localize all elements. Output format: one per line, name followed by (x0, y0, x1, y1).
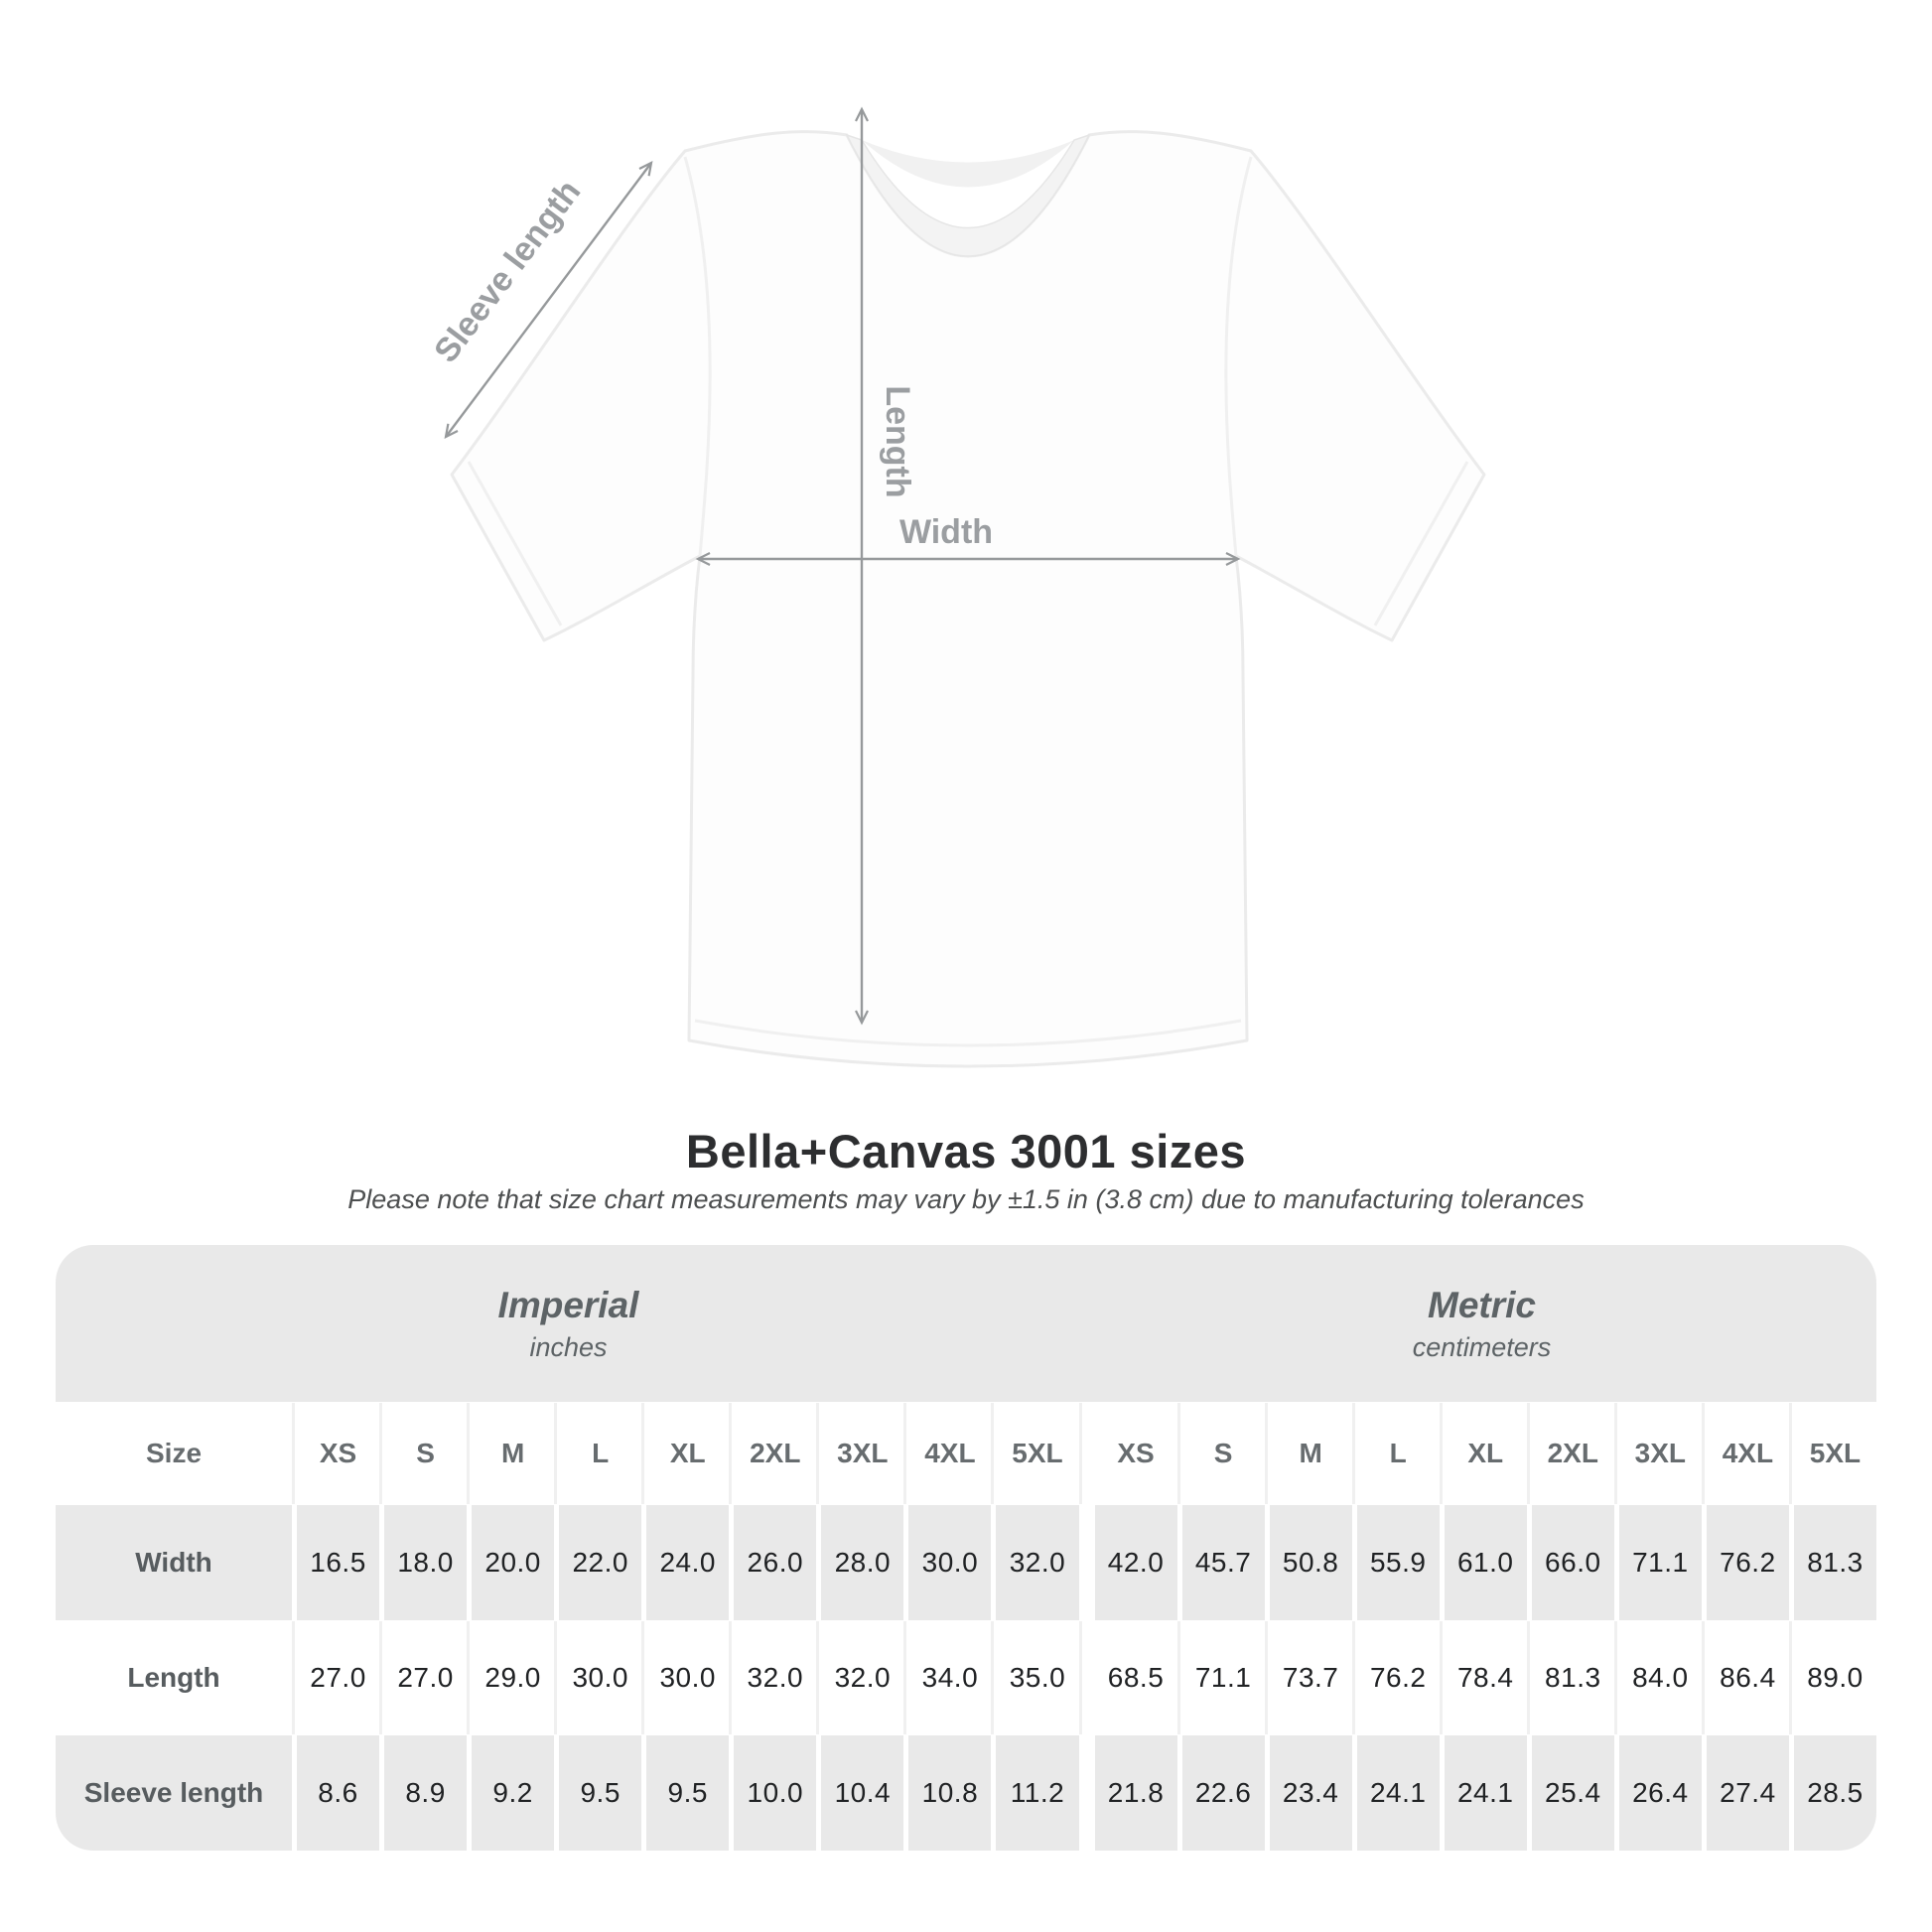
size-col-header: XL (646, 1402, 729, 1505)
value-cell: 24.0 (646, 1505, 729, 1620)
value-cell: 45.7 (1182, 1505, 1265, 1620)
size-col-header: 2XL (1532, 1402, 1614, 1505)
size-header-row (56, 1402, 1876, 1505)
value-cell: 34.0 (908, 1620, 991, 1735)
unit-band (56, 1245, 1876, 1402)
section-divider (1084, 1735, 1090, 1851)
value-cell: 10.4 (821, 1735, 903, 1851)
value-cell: 50.8 (1270, 1505, 1352, 1620)
value-cell: 24.1 (1357, 1735, 1440, 1851)
imperial-label: Imperial (497, 1284, 639, 1325)
value-cell: 32.0 (996, 1505, 1078, 1620)
value-cell: 30.0 (559, 1620, 641, 1735)
value-cell: 8.6 (297, 1735, 379, 1851)
value-cell: 84.0 (1619, 1620, 1702, 1735)
value-cell: 89.0 (1794, 1620, 1876, 1735)
value-cell: 11.2 (996, 1735, 1078, 1851)
imperial-unit: inches (529, 1331, 608, 1362)
value-cell: 76.2 (1357, 1620, 1440, 1735)
value-cell: 30.0 (646, 1620, 729, 1735)
value-cell: 23.4 (1270, 1735, 1352, 1851)
size-col-header: L (559, 1402, 641, 1505)
value-cell: 29.0 (472, 1620, 554, 1735)
value-cell: 10.0 (734, 1735, 816, 1851)
value-cell: 42.0 (1095, 1505, 1177, 1620)
size-table (56, 1245, 1876, 1851)
value-cell: 71.1 (1182, 1620, 1265, 1735)
value-cell: 71.1 (1619, 1505, 1702, 1620)
size-col-header: 4XL (1707, 1402, 1789, 1505)
size-col-header: M (472, 1402, 554, 1505)
size-col-header: XL (1445, 1402, 1527, 1505)
size-col-header: 4XL (908, 1402, 991, 1505)
value-cell: 26.4 (1619, 1735, 1702, 1851)
value-cell: 30.0 (908, 1505, 991, 1620)
value-cell: 16.5 (297, 1505, 379, 1620)
metric-label: Metric (1428, 1284, 1536, 1325)
size-col-header: S (1182, 1402, 1265, 1505)
value-cell: 55.9 (1357, 1505, 1440, 1620)
metric-section-header (1087, 1245, 1876, 1402)
value-cell: 35.0 (996, 1620, 1078, 1735)
value-cell: 8.9 (384, 1735, 467, 1851)
size-col-header: 2XL (734, 1402, 816, 1505)
value-cell: 22.0 (559, 1505, 641, 1620)
row-label: Length (56, 1620, 292, 1735)
value-cell: 27.0 (384, 1620, 467, 1735)
size-col-header: 3XL (1619, 1402, 1702, 1505)
value-cell: 18.0 (384, 1505, 467, 1620)
size-corner-header: Size (56, 1402, 292, 1505)
section-divider (1084, 1620, 1090, 1735)
value-cell: 81.3 (1794, 1505, 1876, 1620)
value-cell: 9.2 (472, 1735, 554, 1851)
page-title: Bella+Canvas 3001 sizes (685, 1125, 1247, 1177)
value-cell: 9.5 (559, 1735, 641, 1851)
sleeve-length-label: Sleeve length (427, 173, 589, 370)
value-cell: 27.4 (1707, 1735, 1789, 1851)
size-col-header: S (384, 1402, 467, 1505)
size-col-header: M (1270, 1402, 1352, 1505)
value-cell: 81.3 (1532, 1620, 1614, 1735)
size-col-header: 3XL (821, 1402, 903, 1505)
value-cell: 28.5 (1794, 1735, 1876, 1851)
page-subtitle: Please note that size chart measurements may vary by ±1.5 in (3.8 cm) due to manufacturing tolerances (347, 1184, 1585, 1214)
value-cell: 32.0 (821, 1620, 903, 1735)
size-col-header: XS (297, 1402, 379, 1505)
row-label: Width (56, 1505, 292, 1620)
table-row-width (56, 1505, 1876, 1620)
value-cell: 27.0 (297, 1620, 379, 1735)
value-cell: 66.0 (1532, 1505, 1614, 1620)
value-cell: 61.0 (1445, 1505, 1527, 1620)
size-col-header: 5XL (996, 1402, 1078, 1505)
value-cell: 25.4 (1532, 1735, 1614, 1851)
section-divider (1084, 1402, 1090, 1505)
value-cell: 22.6 (1182, 1735, 1265, 1851)
value-cell: 86.4 (1707, 1620, 1789, 1735)
size-col-header: 5XL (1809, 1438, 1862, 1468)
section-divider (1084, 1505, 1090, 1620)
value-cell: 32.0 (734, 1620, 816, 1735)
tshirt-shape (452, 132, 1484, 1066)
width-label: Width (898, 513, 994, 551)
imperial-section-header (56, 1245, 1081, 1402)
table-row-length (56, 1620, 1876, 1735)
metric-unit: centimeters (1412, 1331, 1552, 1362)
value-cell: 73.7 (1270, 1620, 1352, 1735)
value-cell: 26.0 (734, 1505, 816, 1620)
value-cell: 21.8 (1095, 1735, 1177, 1851)
row-label: Sleeve length (56, 1735, 292, 1851)
size-col-header: XS (1095, 1402, 1177, 1505)
length-label: Length (879, 385, 916, 498)
value-cell: 20.0 (472, 1505, 554, 1620)
value-cell: 9.5 (646, 1735, 729, 1851)
value-cell: 28.0 (821, 1505, 903, 1620)
table-row-sleeve-length (56, 1735, 1876, 1851)
value-cell: 78.4 (1445, 1620, 1527, 1735)
value-cell: 76.2 (1707, 1505, 1789, 1620)
value-cell: 24.1 (1445, 1735, 1527, 1851)
value-cell: 68.5 (1095, 1620, 1177, 1735)
size-col-header: L (1357, 1402, 1440, 1505)
value-cell: 10.8 (908, 1735, 991, 1851)
